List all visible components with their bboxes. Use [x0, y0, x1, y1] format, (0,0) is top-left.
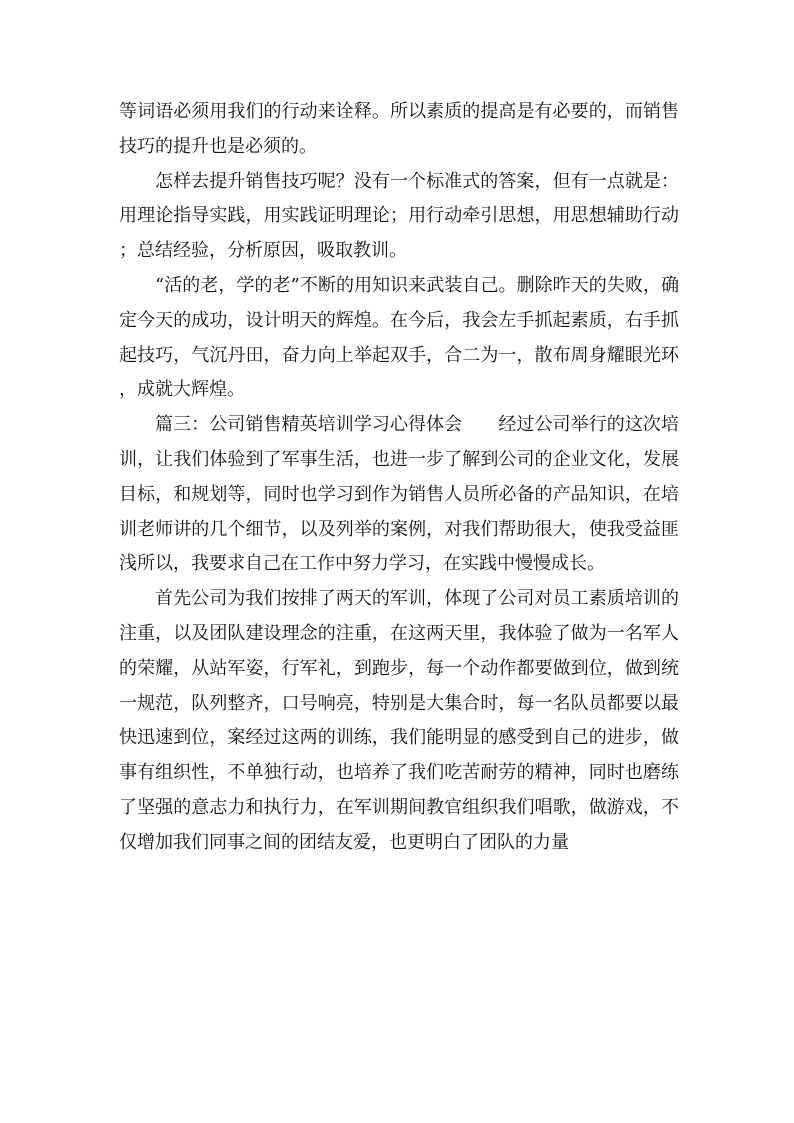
paragraph-1-text: 等词语必须用我们的行动来诠释。所以素质的提高是有必要的，而销售技巧的提升也是必须的。 — [119, 101, 679, 157]
paragraph-4-text: 经过公司举行的这次培训，让我们体验到了军事生活，也进一步了解到公司的企业文化，发展目标，和规划等，同时也学习到作为销售人员所必备的产品知识，在培训老师讲的几个细节，以及列举的案例，对我们帮助很大，使我受益匪浅所以，我要求自己在工作中努力学习，在实践中慢慢成长。 — [119, 414, 680, 575]
paragraph-2 — [119, 165, 679, 269]
paragraph-4 — [119, 408, 679, 582]
paragraph-5-text: 首先公司为我们按排了两天的军训，体现了公司对员工素质培训的注重，以及团队建设理念的注重，在这两天里，我体验了做为一名军人的荣耀，从站军姿，行军礼，到跑步，每一个动作都要做到位，做到统一规范，队列整齐，口号响亮，特别是大集合时，每一名队员都要以最快迅速到位，案经过这两的训练，我们能明显的感受到自己的进步，做事有组织性，不单独行动，也培养了我们吃苦耐劳的精神，同时也磨练了坚强的意志力和执行力，在军训期间教官组织我们唱歌，做游戏，不仅增加我们同事之间的团结友爱，也更明白了团队的力量 — [119, 588, 679, 853]
document-body — [119, 95, 679, 861]
paragraph-2-text: 怎样去提升销售技巧呢？没有一个标准式的答案，但有一点就是：用理论指导实践，用实践证明理论；用行动牵引思想，用思想辅助行动；总结经验，分析原因，吸取教训。 — [119, 170, 679, 262]
paragraph-3-text: “活的老，学的老”不断的用知识来武装自己。删除昨天的失败，确定今天的成功，设计明天的辉煌。在今后，我会左手抓起素质，右手抓起技巧，气沉丹田，奋力向上举起双手，合二为一，散布周身耀眼光环，成就大辉煌。 — [119, 274, 679, 401]
paragraph-1 — [119, 95, 679, 165]
section-heading: 篇三：公司销售精英培训学习心得体会 — [155, 414, 463, 436]
paragraph-5 — [119, 582, 679, 860]
paragraph-3 — [119, 269, 679, 408]
